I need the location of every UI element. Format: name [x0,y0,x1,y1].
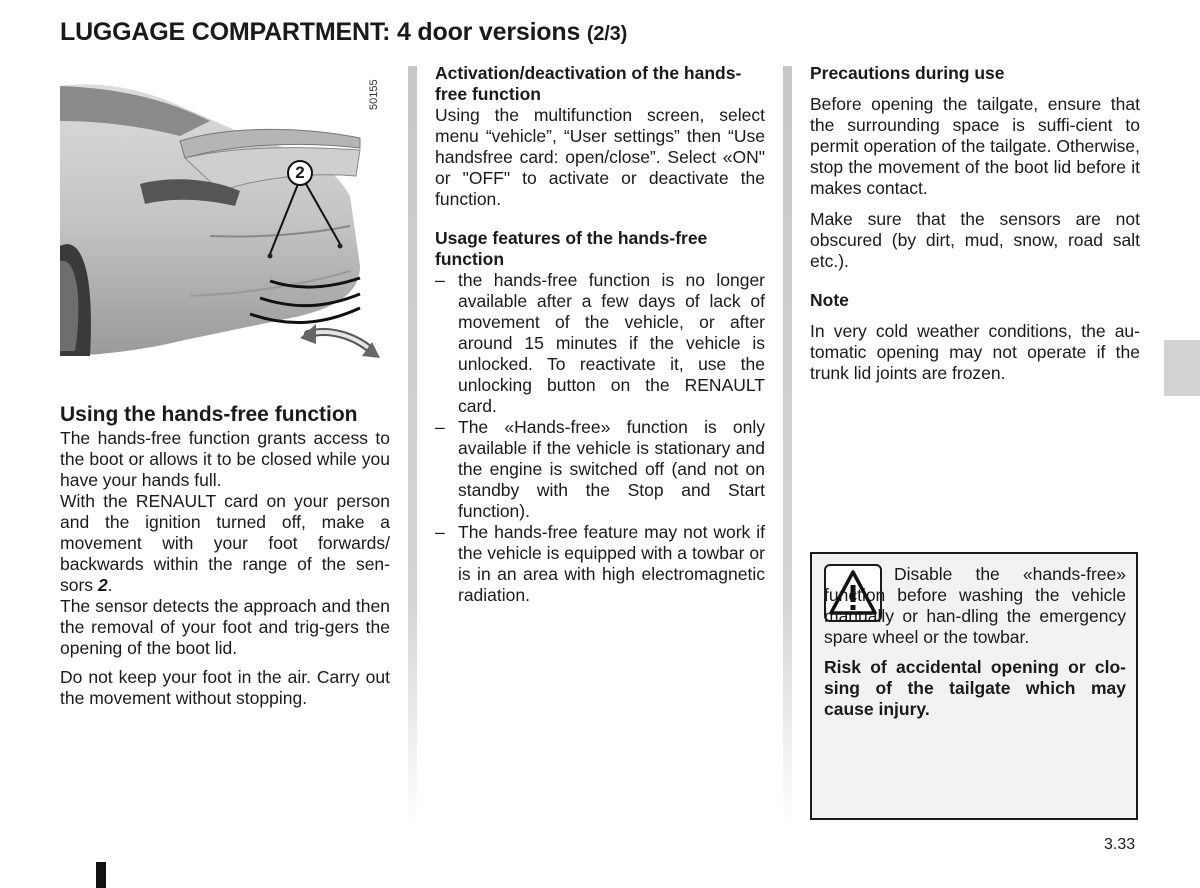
warning-box [810,552,1138,820]
title-main: LUGGAGE COMPARTMENT: 4 door versions [60,18,581,46]
activation-heading: Activation/deactivation of the hands-free function [435,63,742,104]
page-number: 3.33 [1104,836,1136,853]
column-divider-1 [408,66,417,826]
car-rear-illustration [60,66,394,366]
precautions-text-1: Before opening the tailgate, ensure that the surrounding space is suffi-cient to permit operation of the tailgate. Otherwise, stop the movement of the boot lid before it makes contact. [810,94,1140,198]
left-paragraph-1: The hands-free function grants access to the boot or allows it to be closed while you have your hands full. [60,428,390,490]
warning-content [824,564,1126,720]
precautions-heading: Precautions during use [810,63,1005,83]
crop-mark [96,862,106,888]
figure-code: 50155 [368,79,380,110]
sensor-reference: 2 [97,575,108,595]
page-title [60,18,627,47]
note-text: In very cold weather conditions, the au-tomatic opening may not operate if the trunk lid joints are frozen. [810,321,1140,383]
warning-text: Disable the «hands-free» function before washing the vehicle manually or han-dling the emergency spare wheel or the towbar. [824,564,1126,647]
precautions-text-2: Make sure that the sensors are not obscured (by dirt, mud, snow, road salt etc.). [810,209,1140,271]
usage-heading: Usage features of the hands-free function [435,228,708,269]
left-paragraph-2-end: . [107,575,113,595]
left-paragraph-4: Do not keep your foot in the air. Carry out the movement without stopping. [60,667,390,708]
car-illustration-svg [60,66,394,366]
list-item: – The hands-free feature may not work if the vehicle is equipped with a towbar or is in an area with high electromagnetic radiation. [435,522,765,606]
left-paragraph-2 [60,491,390,596]
left-paragraph-2-text: With the RENAULT card on your person and the ignition turned off, make a movement with your foot forwards/ backwards within the range of the sen-sors [60,491,390,595]
note-heading: Note [810,290,849,310]
column-divider-2 [783,66,792,826]
left-column [60,402,390,709]
usage-list [435,270,765,606]
middle-column [435,63,765,606]
activation-text: Using the multifunction screen, select menu “vehicle”, “User settings” then “Use handsfree card: open/close”. Select «ON" or "OFF" to activate or deactivate the function. [435,105,765,209]
right-column [810,63,1140,384]
callout-number: 2 [295,163,305,182]
list-item: – the hands-free function is no longer available after a few days of lack of movement of the vehicle, or after around 15 minutes if the vehicle is unlocked. To reactivate it, use the unlocking button on the RENAULT card. [435,270,765,417]
title-part: (2/3) [586,23,628,45]
chapter-tab [1164,340,1200,396]
left-paragraph-3: The sensor detects the approach and then the removal of your foot and trig-gers the opening of the boot lid. [60,596,390,658]
hands-free-heading: Using the hands-free function [60,403,358,426]
warning-bold-text: Risk of accidental opening or clo-sing of the tailgate which may cause injury. [824,657,1126,719]
list-item: – The «Hands-free» function is only available if the vehicle is stationary and the engine is switched off (and not on standby with the Stop and Start function). [435,417,765,522]
